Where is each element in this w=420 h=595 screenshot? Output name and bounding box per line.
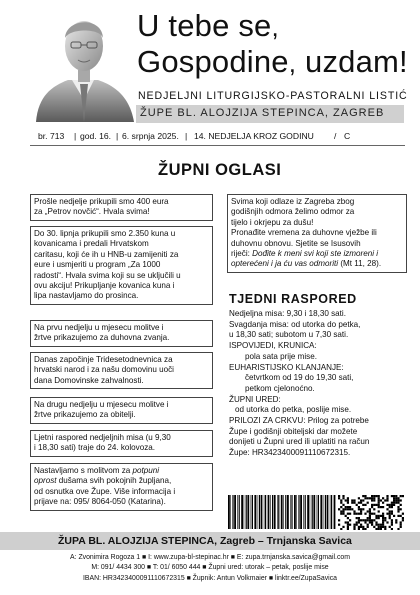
- header: [0, 0, 420, 124]
- masthead-subtitle: NEDJELJNI LITURGIJSKO-PASTORALNI LISTIĆ: [138, 90, 408, 102]
- issue-sep-1: |: [74, 131, 77, 141]
- schedule-line: ŽUPNI URED:: [229, 394, 281, 404]
- footer-contacts: [0, 553, 420, 584]
- announcement-box-7: Nastavljamo s molitvom za potpuni oprost dušama svih pokojnih župljana, od osnutka ove Župe. Više informacija i prijave na: 095/ 8064-050 (Katarina).: [30, 463, 213, 511]
- parish-band: [136, 105, 404, 123]
- masthead-title-line1: U tebe se,: [137, 8, 279, 43]
- parish-name: ŽUPE BL. ALOJZIJA STEPINCA, ZAGREB: [140, 107, 385, 119]
- issue-cycle: C: [344, 131, 351, 141]
- issue-info-bar: [30, 129, 405, 146]
- schedule-line: pola sata prije mise.: [245, 351, 317, 361]
- schedule-line: Župe: HR3423400091110672315.: [229, 448, 351, 458]
- schedule-line: ISPOVIJEDI, KRUNICA:: [229, 341, 317, 351]
- announcement-box-2: Do 30. lipnja prikupili smo 2.350 kuna u kovanicama i predali Hrvatskom caritasu, koji će ih u HNB-u zamijeniti za eure i usmjeriti u program „Za 1000 radosti“. Hvala svima koji su se uključili u ovu akciju! Prikupljanje kovanica kuna i lipa nastavljamo do prosinca.: [30, 226, 213, 305]
- payment-barcode: [226, 494, 336, 530]
- footer-line-phone: M: 091/ 4434 300 ■ T: 01/ 6050 444 ■ Župni ured: utorak – petak, poslije mise: [91, 564, 329, 572]
- issue-sep-3: |: [185, 131, 188, 141]
- issue-date: 6. srpnja 2025.: [122, 131, 179, 141]
- schedule-line: Nedjeljna misa: 9,30 i 18,30 sati.: [229, 309, 346, 318]
- schedule-line: Svagdanja misa: od utorka do petka,: [229, 319, 361, 329]
- footer-band: [0, 532, 420, 550]
- portrait-image: [28, 4, 138, 122]
- schedule-line: PRILOZI ZA CRKVU: Prilog za potrebe: [229, 416, 369, 426]
- issue-sunday: 14. NEDJELJA KROZ GODINU: [194, 131, 314, 141]
- schedule-line: u 18,30 sati; subotom u 7,30 sati.: [229, 330, 349, 340]
- schedule-title: TJEDNI RASPORED: [229, 292, 357, 306]
- announcement-box-6: Ljetni raspored nedjeljnih misa (u 9,30 i 18,30 sati) traje do 24. kolovoza.: [30, 430, 213, 457]
- announcement-box-4: Danas započinje Tridesetodnevnica za hrvatski narod i za našu domovinu uoči dana Domovinske zahvalnosti.: [30, 352, 213, 389]
- qr-code: [337, 494, 405, 530]
- issue-number: br. 713: [38, 131, 65, 141]
- right-notice: [227, 194, 407, 273]
- schedule-line: četvrtkom od 19 do 19,30 sati,: [245, 373, 354, 383]
- schedule-line: petkom cjelonoćno.: [245, 383, 315, 393]
- holiday-notice-box: Svima koji odlaze iz Zagreba zbog godišnjih odmora želimo odmor za tijelo i okrjepu za dušu! Pronađite vremena za duhovne vježbe ili duhovnu obnovu. Sjetite se Isusovih riječi: Dođite k meni svi koji ste izmoreni i opterećeni i ja ću vas odmoriti (Mt 11, 28).: [227, 194, 407, 273]
- section-title: ŽUPNI OGLASI: [158, 161, 282, 179]
- issue-slash: /: [334, 131, 337, 141]
- footer-line-iban: IBAN: HR3423400091110672315 ■ Župnik: Antun Volkmaier ■ linktr.ee/ZupaSavica: [83, 574, 337, 582]
- footer-parish: ŽUPA BL. ALOJZIJA STEPINCA, Zagreb – Trnjanska Savica: [58, 535, 352, 547]
- schedule-line: od utorka do petka, poslije mise.: [235, 405, 352, 415]
- announcement-box-3: Na prvu nedjelju u mjesecu molitve i žrtve prikazujemo za duhovna zvanja.: [30, 320, 213, 347]
- footer-line-address: A: Zvonimira Rogoza 1 ■ I: www.zupa-bl-stepinac.hr ■ E: zupa.trnjanska.savica@gmail.com: [70, 554, 350, 561]
- schedule-line: Župe i godišnji obiteljski dar možete: [229, 426, 358, 436]
- schedule-line: EUHARISTIJSKO KLANJANJE:: [229, 362, 344, 372]
- masthead-title-line2: Gospodine, uzdam!: [137, 44, 408, 79]
- schedule-line: donijeti u Župni ured ili uplatiti na račun: [229, 437, 370, 447]
- issue-sep-2: |: [116, 131, 119, 141]
- announcement-box-1: Prošle nedjelje prikupili smo 400 eura za „Petrov novčić“. Hvala svima!: [30, 194, 213, 221]
- schedule-list: [229, 309, 409, 459]
- issue-year: god. 16.: [80, 131, 112, 141]
- announcement-box-5: Na drugu nedjelju u mjesecu molitve i žrtve prikazujemo za obitelji.: [30, 397, 213, 424]
